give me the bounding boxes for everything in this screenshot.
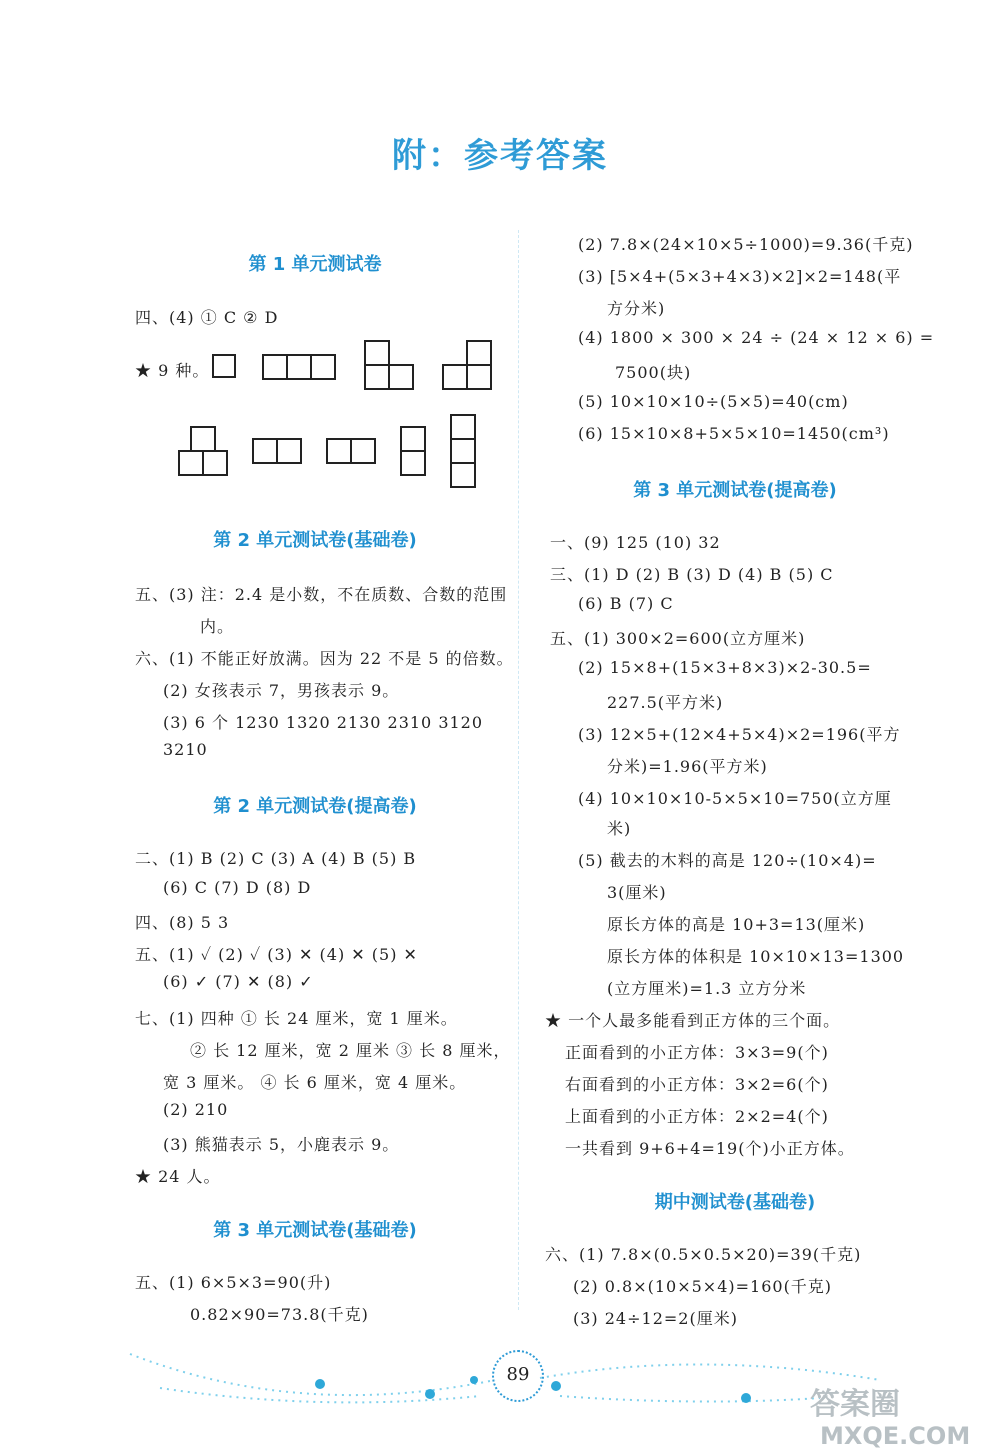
answer-line: 分米)=1.96(平方米)	[607, 757, 768, 776]
answer-line: (3) 12×5+(12×4+5×4)×2=196(平方	[578, 725, 901, 744]
page-number: 89	[492, 1350, 544, 1402]
answer-line: 227.5(平方米)	[607, 693, 724, 712]
answer-line: 四、(8) 5 3	[135, 913, 230, 932]
answer-line: 四、(4) ① C ② D	[135, 308, 279, 327]
section-heading-unit3-advanced: 第 3 单元测试卷(提高卷)	[633, 480, 837, 501]
watermark-logo	[800, 1380, 990, 1450]
answer-line: 右面看到的小正方体：3×2=6(个)	[565, 1075, 829, 1094]
answer-line: 六、(1) 7.8×(0.5×0.5×20)=39(千克)	[545, 1245, 862, 1264]
answer-line: 宽 3 厘米。 ④ 长 6 厘米，宽 4 厘米。	[163, 1073, 467, 1092]
section-heading-midterm-basic: 期中测试卷(基础卷)	[654, 1192, 816, 1213]
answer-line: (5) 10×10×10÷(5×5)=40(cm)	[578, 392, 849, 411]
answer-line: (立方厘米)=1.3 立方分米	[607, 979, 807, 998]
answer-line: (3) 6 个 1230 1320 2130 2310 3120	[163, 713, 484, 732]
answer-line: 3210	[163, 740, 208, 759]
answer-line: 米)	[607, 819, 632, 838]
answer-line: (5) 截去的木料的高是 120÷(10×4)=	[578, 851, 877, 870]
answer-line: 五、(1) 300×2=600(立方厘米)	[550, 629, 806, 648]
answer-line: (4) 10×10×10-5×5×10=750(立方厘	[578, 789, 892, 808]
answer-line: (2) 0.8×(10×5×4)=160(千克)	[573, 1277, 833, 1296]
answer-line: (2) 女孩表示 7，男孩表示 9。	[163, 681, 400, 700]
section-heading-unit2-advanced: 第 2 单元测试卷(提高卷)	[213, 796, 417, 817]
answer-line: 内。	[200, 617, 235, 636]
answer-line: 二、(1) B (2) C (3) A (4) B (5) B	[135, 849, 417, 868]
answer-line: 一共看到 9+6+4=19(个)小正方体。	[565, 1139, 855, 1158]
answer-line: (2) 7.8×(24×10×5÷1000)=9.36(千克)	[578, 235, 914, 254]
answer-line: 0.82×90=73.8(千克)	[190, 1305, 369, 1324]
answer-line: 7500(块)	[615, 363, 692, 382]
answer-line: 上面看到的小正方体：2×2=4(个)	[565, 1107, 829, 1126]
answer-line: (2) 15×8+(15×3+8×3)×2-30.5=	[578, 658, 872, 677]
answer-line: 五、(1) ✓ (2) ✓ (3) ✕ (4) ✕ (5) ✕	[135, 945, 418, 964]
svg-text:MXQE.COM: MXQE.COM	[820, 1422, 971, 1450]
section-heading-unit1: 第 1 单元测试卷	[248, 254, 382, 275]
answer-line: 方分米)	[607, 299, 666, 318]
answer-line: 五、(3) 注：2.4 是小数，不在质数、合数的范围	[135, 585, 508, 604]
section-heading-unit3-basic: 第 3 单元测试卷(基础卷)	[213, 1220, 417, 1241]
answer-line: (3) 24÷12=2(厘米)	[573, 1309, 738, 1328]
answer-line: (6) ✓ (7) ✕ (8) ✓	[163, 972, 314, 991]
answer-line: 正面看到的小正方体：3×3=9(个)	[565, 1043, 829, 1062]
answer-line: (6) B (7) C	[578, 594, 674, 613]
answer-line: 七、(1) 四种 ① 长 24 厘米，宽 1 厘米。	[135, 1009, 458, 1028]
answer-line: ② 长 12 厘米，宽 2 厘米 ③ 长 8 厘米，	[190, 1041, 511, 1060]
answer-line: ★ 一个人最多能看到正方体的三个面。	[545, 1011, 841, 1030]
answer-line: ★ 24 人。	[135, 1167, 221, 1186]
answer-line: ★ 9 种。	[135, 361, 210, 380]
answer-line: 一、(9) 125 (10) 32	[550, 533, 721, 552]
answer-line: 原长方体的高是 10+3=13(厘米)	[607, 915, 866, 934]
page-title: 附：参考答案	[392, 136, 608, 176]
answer-line: 六、(1) 不能正好放满。因为 22 不是 5 的倍数。	[135, 649, 514, 668]
answer-line: (3) [5×4+(5×3+4×3)×2]×2=148(平	[578, 267, 902, 286]
column-divider	[518, 230, 519, 1310]
answer-line: 三、(1) D (2) B (3) D (4) B (5) C	[550, 565, 834, 584]
section-heading-unit2-basic: 第 2 单元测试卷(基础卷)	[213, 530, 417, 551]
answer-line: 五、(1) 6×5×3=90(升)	[135, 1273, 332, 1292]
answer-line: 原长方体的体积是 10×10×13=1300	[607, 947, 905, 966]
answer-line: (6) 15×10×8+5×5×10=1450(cm³)	[578, 424, 890, 443]
svg-text:答案圈: 答案圈	[810, 1387, 900, 1422]
answer-line: (3) 熊猫表示 5，小鹿表示 9。	[163, 1135, 400, 1154]
answer-line: (6) C (7) D (8) D	[163, 878, 312, 897]
answer-line: (2) 210	[163, 1100, 229, 1119]
answer-line: (4) 1800 × 300 × 24 ÷ (24 × 12 × 6) =	[578, 328, 935, 347]
answer-line: 3(厘米)	[607, 883, 667, 902]
